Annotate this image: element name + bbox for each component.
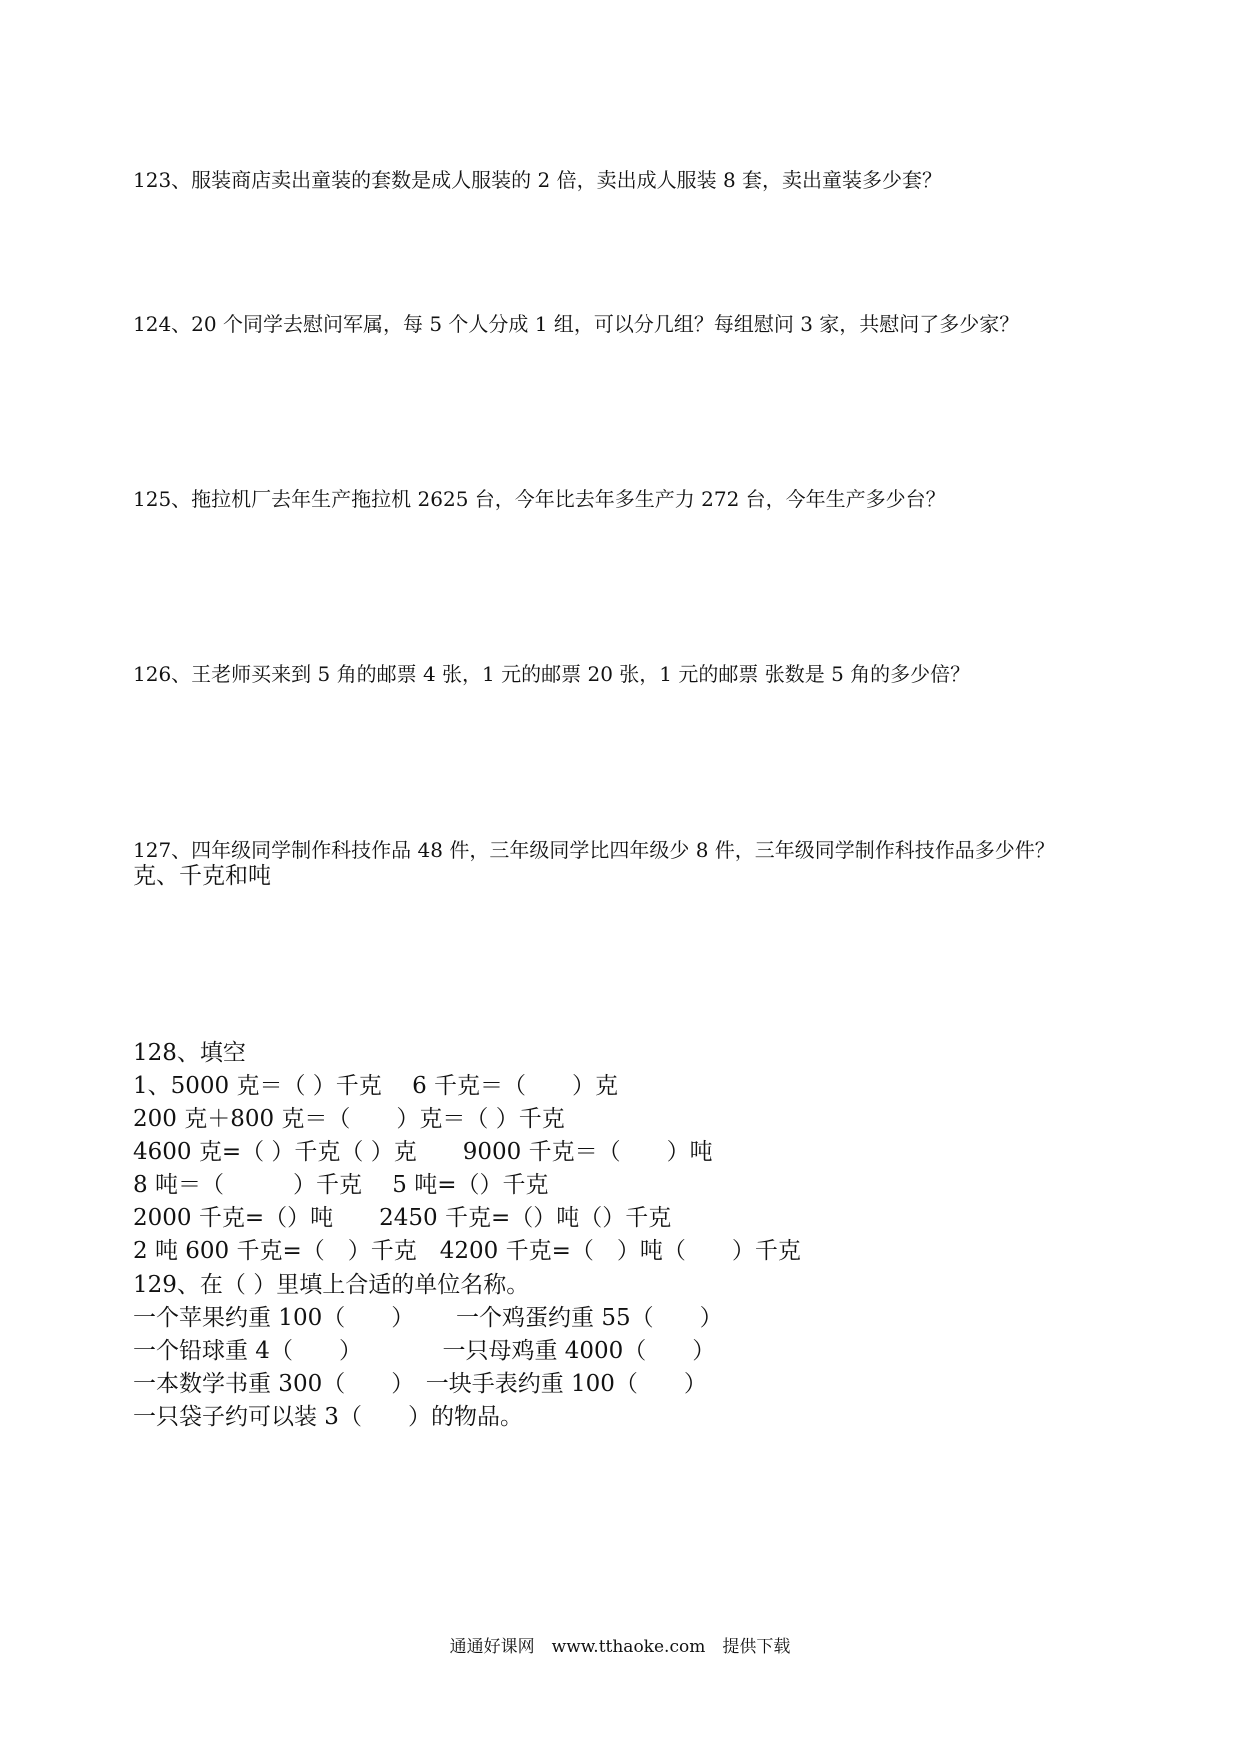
fill-blank-line: 4600 克=（ ）千克（ ）克 9000 千克＝（ ）吨 [133, 1139, 713, 1165]
question-125: 125、拖拉机厂去年生产拖拉机 2625 台，今年比去年多生产力 272 台，今年生产多少台？ [133, 487, 946, 511]
question-124: 124、20 个同学去慰问军属，每 5 个人分成 1 组，可以分几组？每组慰问 3 家，共慰问了多少家？ [133, 312, 1020, 336]
question-128-title: 128、填空 [133, 1040, 246, 1066]
unit-blank-line: 一个铅球重 4（ ） 一只母鸡重 4000（ ） [133, 1338, 716, 1364]
fill-blank-line: 2 吨 600 千克=（ ）千克 4200 千克=（ ）吨（ ）千克 [133, 1238, 801, 1264]
fill-blank-line: 8 吨＝（ ）千克 5 吨=（）千克 [133, 1172, 549, 1198]
question-129-title: 129、在（ ）里填上合适的单位名称。 [133, 1272, 530, 1298]
unit-blank-line: 一本数学书重 300（ ） 一块手表约重 100（ ） [133, 1371, 707, 1397]
fill-blank-line: 1、5000 克＝（ ）千克 6 千克＝（ ）克 [133, 1073, 619, 1099]
unit-blank-line: 一只袋子约可以装 3（ ）的物品。 [133, 1404, 523, 1430]
fill-blank-line: 2000 千克=（）吨 2450 千克=（）吨（）千克 [133, 1205, 672, 1231]
question-126: 126、王老师买来到 5 角的邮票 4 张，1 元的邮票 20 张，1 元的邮票 张数是 5 角的多少倍？ [133, 662, 971, 686]
page-footer: 通通好课网 www.tthaoke.com 提供下载 [449, 1637, 791, 1657]
question-129-section [133, 1269, 723, 1434]
unit-blank-line: 一个苹果约重 100（ ） 一个鸡蛋约重 55（ ） [133, 1305, 723, 1331]
question-123: 123、服装商店卖出童装的套数是成人服装的 2 倍，卖出成人服装 8 套，卖出童装多少套？ [133, 168, 943, 192]
unit-heading: 克、千克和吨 [133, 863, 271, 889]
fill-blank-line: 200 克＋800 克＝（ ）克＝（ ）千克 [133, 1106, 565, 1132]
question-127: 127、四年级同学制作科技作品 48 件，三年级同学比四年级少 8 件，三年级同学制作科技作品多少件？ [133, 838, 1055, 862]
question-128-section [133, 1037, 801, 1268]
